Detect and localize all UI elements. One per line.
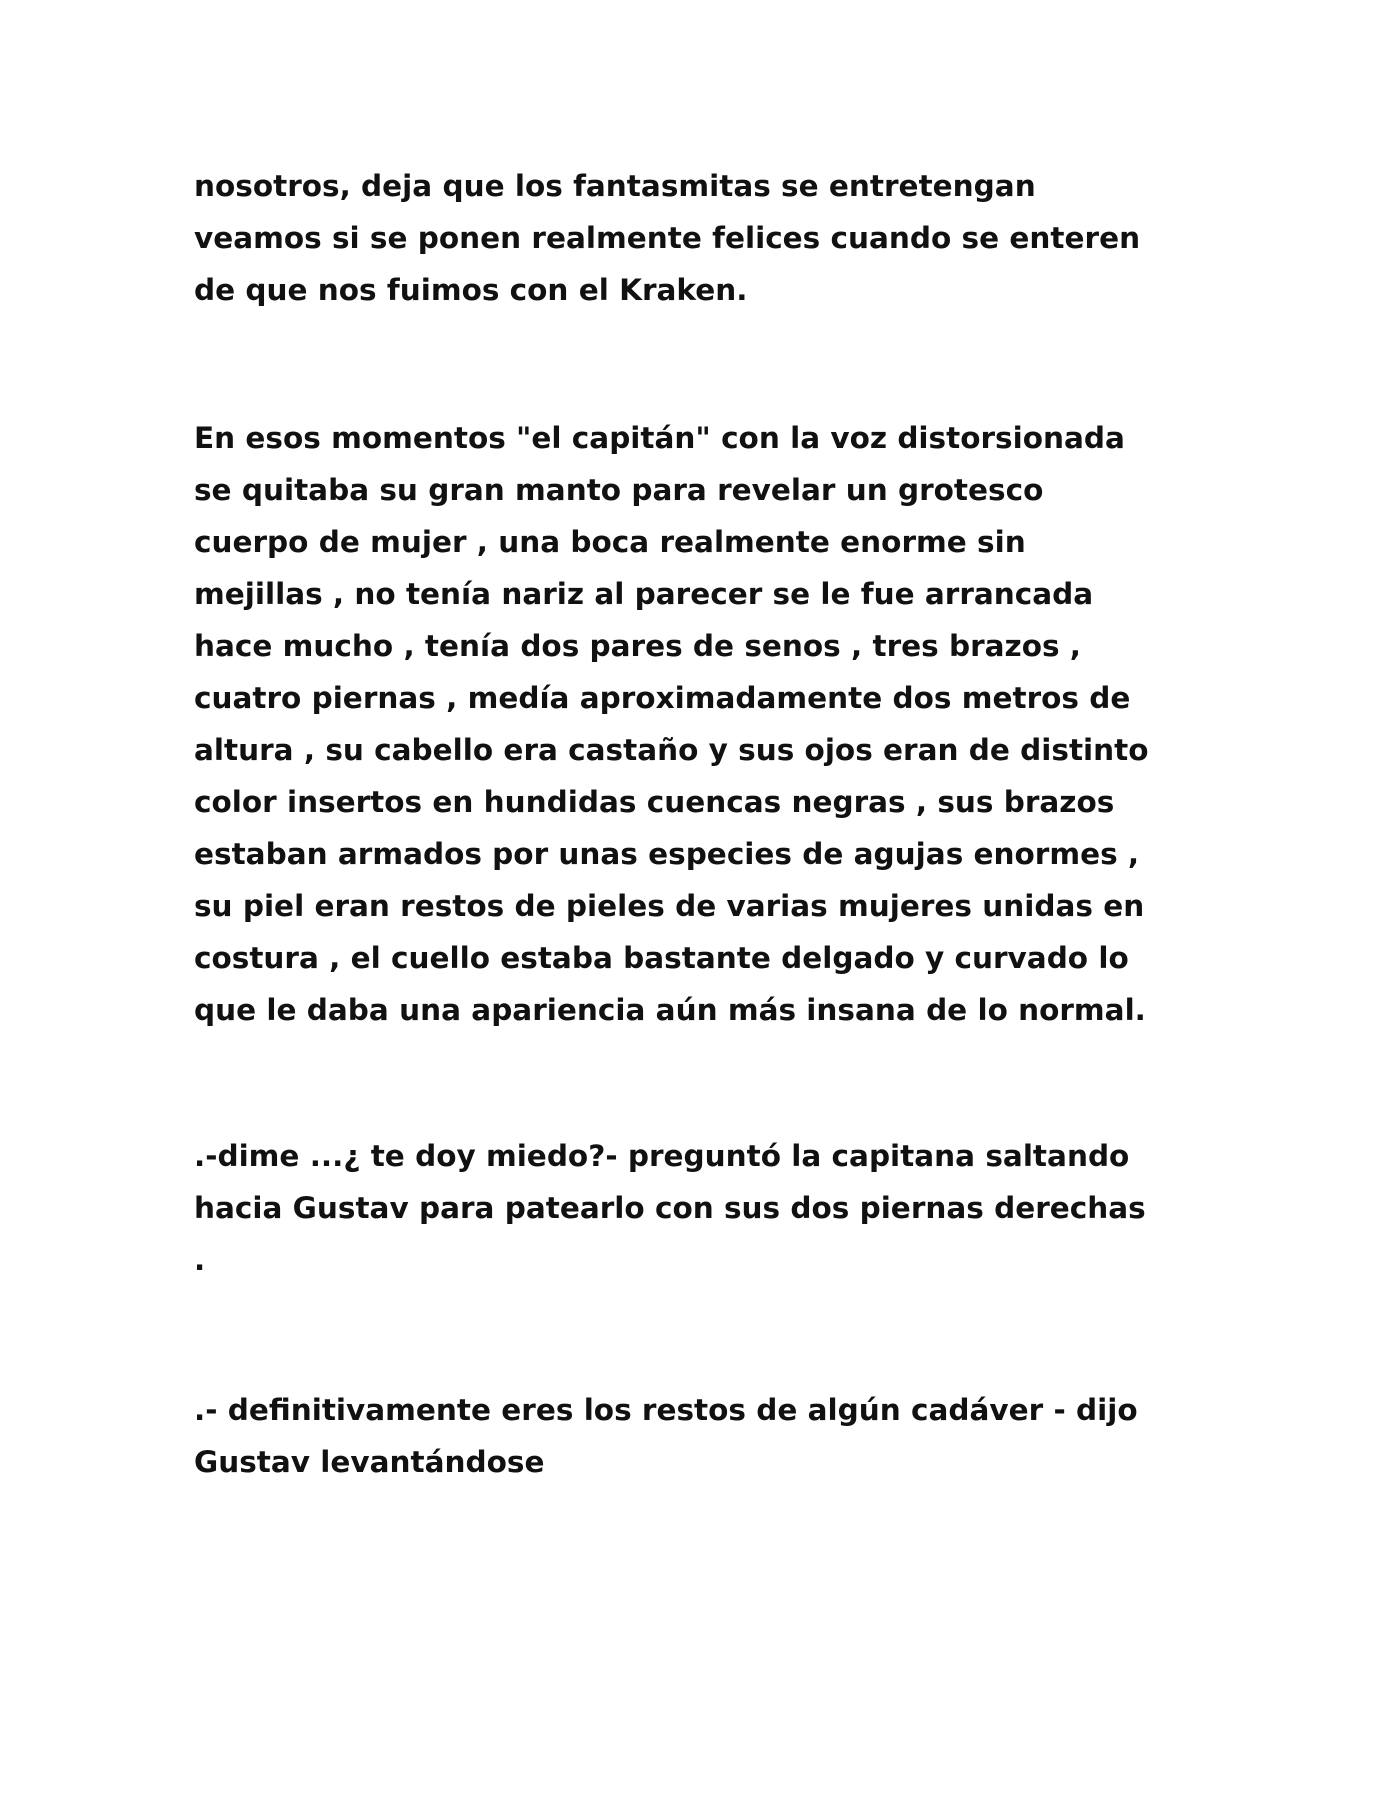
paragraph-2: En esos momentos "el capitán" con la voz distorsionada se quitaba su gran manto para revelar un grotesco cuerpo de mujer , una boca realmente enorme sin mejillas , no tenía nariz al parecer se le fue arrancada hace mucho , tenía dos pares de senos , tres brazos , cuatro piernas , medía aproximadamente dos metros de altura , su cabello era castaño y sus ojos eran de distinto color insertos en hundidas cuencas negras , sus brazos estaban armados por unas especies de agujas enormes , su piel eran restos de pieles de varias mujeres unidas en costura , el cuello estaba bastante delgado y curvado lo que le daba una apariencia aún más insana de lo normal. [194,421,1149,1027]
paragraph-3: .-dime ...¿ te doy miedo?- preguntó la capitana saltando hacia Gustav para patearlo con sus dos piernas derechas . [194,1139,1146,1277]
paragraph-1: nosotros, deja que los fantasmitas se entretengan veamos si se ponen realmente felices cuando se enteren de que nos fuimos con el Kraken. [194,169,1141,307]
paragraph-4: .- definitivamente eres los restos de algún cadáver - dijo Gustav levantándose [194,1393,1138,1479]
